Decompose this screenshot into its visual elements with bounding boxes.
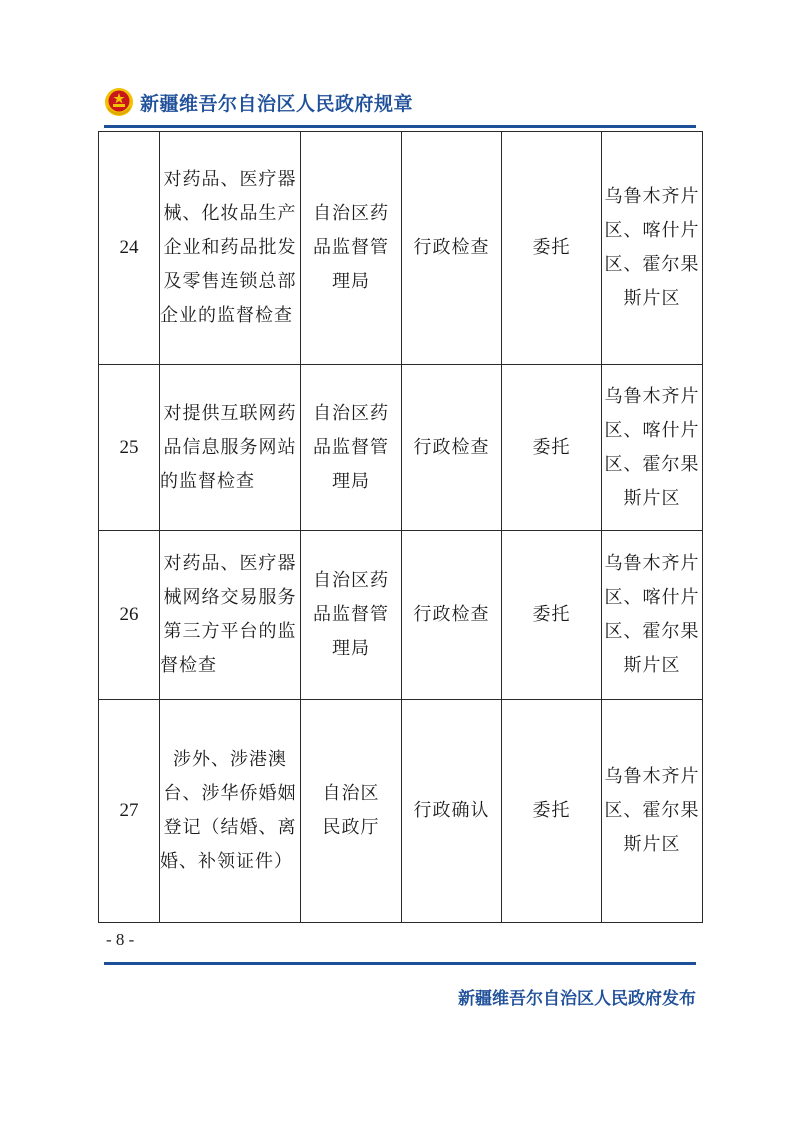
row-department: 自治区药品监督管理局 <box>301 132 402 365</box>
row-number: 27 <box>99 700 160 923</box>
row-type: 行政检查 <box>402 365 502 531</box>
table-row <box>99 700 703 923</box>
row-number: 25 <box>99 365 160 531</box>
row-department: 自治区药品监督管理局 <box>301 365 402 531</box>
row-number: 26 <box>99 531 160 700</box>
row-method: 委托 <box>502 531 602 700</box>
national-emblem-icon <box>104 87 134 117</box>
row-type: 行政检查 <box>402 531 502 700</box>
row-region: 乌鲁木齐片区、喀什片区、霍尔果斯片区 <box>602 365 703 531</box>
header-title: 新疆维吾尔自治区人民政府规章 <box>140 92 414 115</box>
footer-publisher: 新疆维吾尔自治区人民政府发布 <box>458 989 696 1009</box>
page-header <box>104 84 413 120</box>
row-type: 行政检查 <box>402 132 502 365</box>
row-item: 对药品、医疗器械网络交易服务第三方平台的监督检查 <box>160 531 301 700</box>
page-number: - 8 - <box>106 930 135 949</box>
row-region: 乌鲁木齐片区、霍尔果斯片区 <box>602 700 703 923</box>
regulation-table <box>98 131 703 923</box>
row-region: 乌鲁木齐片区、喀什片区、霍尔果斯片区 <box>602 531 703 700</box>
row-number: 24 <box>99 132 160 365</box>
row-item: 对药品、医疗器械、化妆品生产企业和药品批发及零售连锁总部企业的监督检查 <box>160 132 301 365</box>
table-row <box>99 132 703 365</box>
row-department: 自治区民政厅 <box>301 700 402 923</box>
header-rule <box>104 125 696 128</box>
row-region: 乌鲁木齐片区、喀什片区、霍尔果斯片区 <box>602 132 703 365</box>
table-row <box>99 365 703 531</box>
row-type: 行政确认 <box>402 700 502 923</box>
row-item: 对提供互联网药品信息服务网站的监督检查 <box>160 365 301 531</box>
row-department: 自治区药品监督管理局 <box>301 531 402 700</box>
row-item: 涉外、涉港澳台、涉华侨婚姻登记（结婚、离婚、补领证件） <box>160 700 301 923</box>
table-row <box>99 531 703 700</box>
footer-rule <box>104 962 696 965</box>
row-method: 委托 <box>502 700 602 923</box>
row-method: 委托 <box>502 365 602 531</box>
row-method: 委托 <box>502 132 602 365</box>
